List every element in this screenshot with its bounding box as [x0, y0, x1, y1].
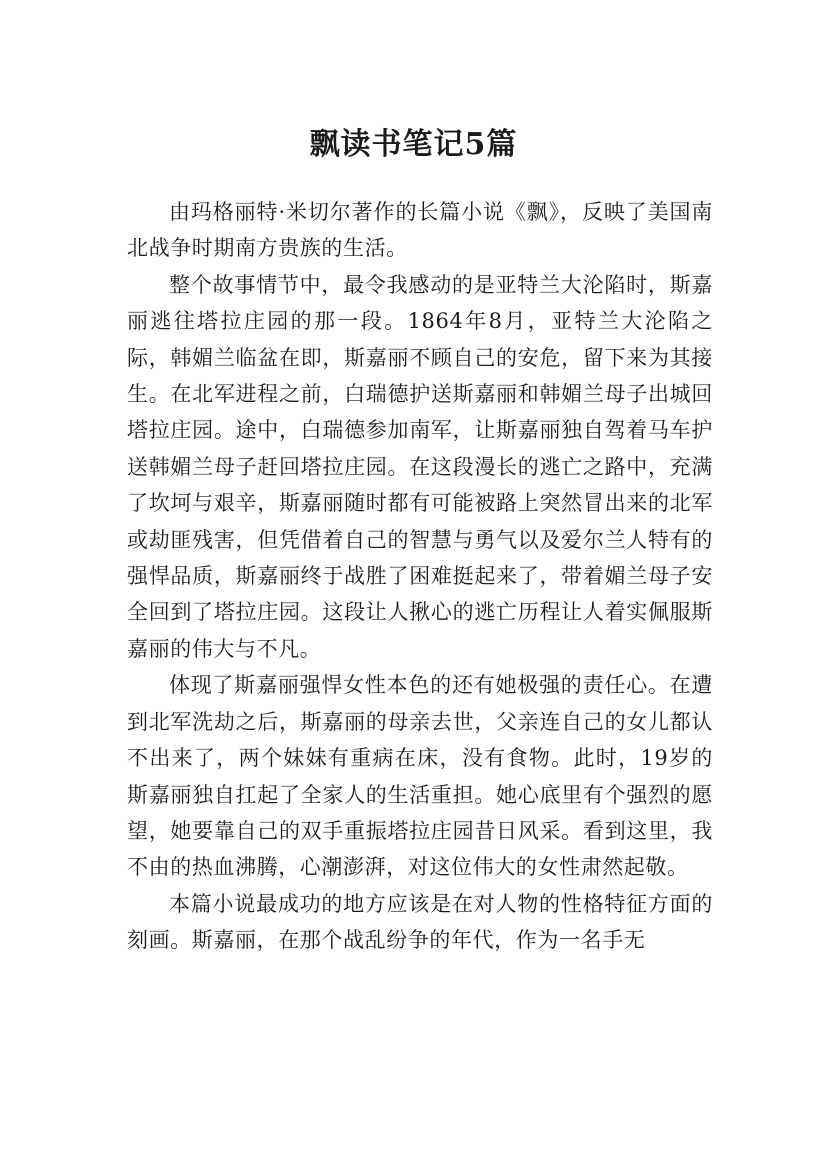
document-title: 飘读书笔记5篇 [309, 127, 518, 163]
document-body [127, 194, 713, 959]
paragraph-intro: 由玛格丽特·米切尔著作的长篇小说《飘》，反映了美国南北战争时期南方贵族的生活。 [127, 200, 713, 261]
paragraph-responsibility: 体现了斯嘉丽强悍女性本色的还有她极强的责任心。在遭到北军洗劫之后，斯嘉丽的母亲去世，父亲连自己的女儿都认不出来了，两个妹妹有重病在床，没有食物。此时，19岁的斯嘉丽独自扛起了全家人的生活重担。她心底里有个强烈的愿望，她要靠自己的双手重振塔拉庄园昔日风采。看到这里，我不由的热血沸腾，心潮澎湃，对这位伟大的女性肃然起敬。 [127, 673, 713, 880]
paragraph-escape-story: 整个故事情节中，最令我感动的是亚特兰大沦陷时，斯嘉丽逃往塔拉庄园的那一段。1864年8月，亚特兰大沦陷之际，韩媚兰临盆在即，斯嘉丽不顾自己的安危，留下来为其接生。在北军进程之前，白瑞德护送斯嘉丽和韩媚兰母子出城回塔拉庄园。途中，白瑞德参加南军，让斯嘉丽独自驾着马车护送韩媚兰母子赶回塔拉庄园。在这段漫长的逃亡之路中，充满了坎坷与艰辛，斯嘉丽随时都有可能被路上突然冒出来的北军或劫匪残害，但凭借着自己的智慧与勇气以及爱尔兰人特有的强悍品质，斯嘉丽终于战胜了困难挺起来了，带着媚兰母子安全回到了塔拉庄园。这段让人揪心的逃亡历程让人着实佩服斯嘉丽的伟大与不凡。 [127, 272, 713, 661]
paragraph-characterization: 本篇小说最成功的地方应该是在对人物的性格特征方面的刻画。斯嘉丽，在那个战乱纷争的年代，作为一名手无 [127, 891, 713, 953]
